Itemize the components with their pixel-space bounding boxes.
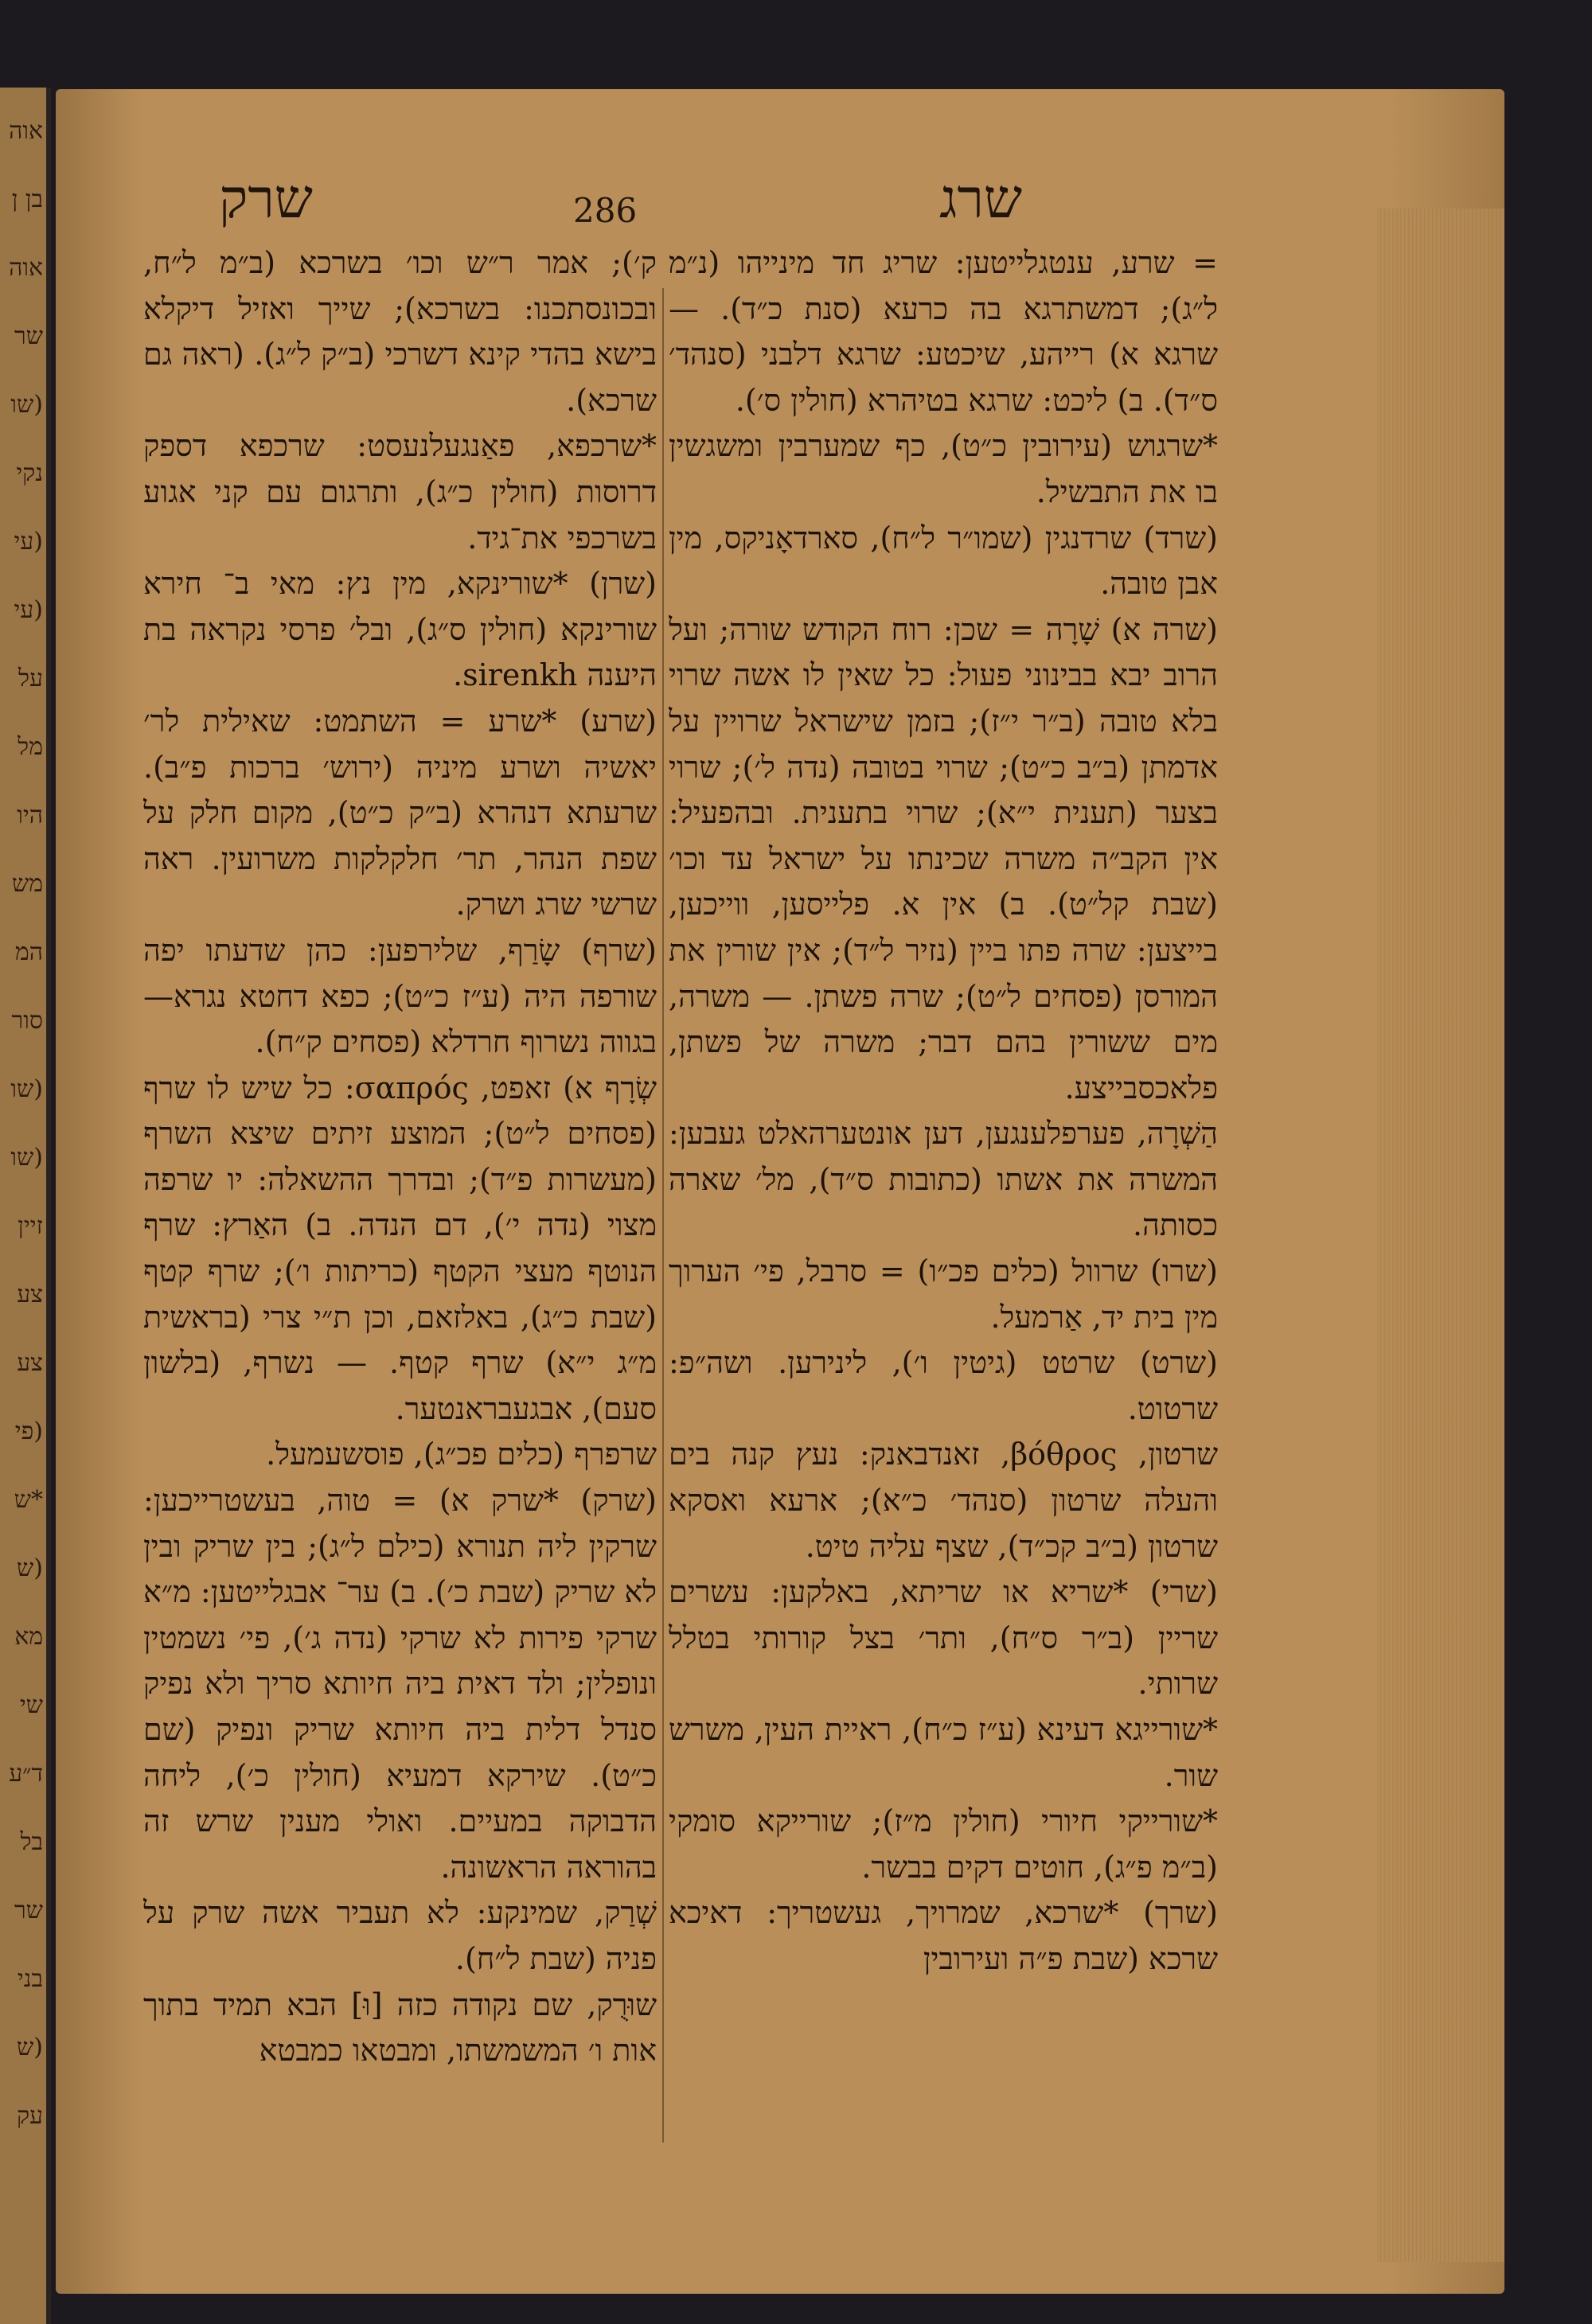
entry-paragraph: הַשְׁרָה, פערפלענגען, דען אונטערהאלט געבען: המשרה את אשתו (כתובות ס״ד), מל׳ שארה כסותה. bbox=[669, 1116, 1218, 1243]
entry-paragraph: (שרי) *שריא או שריתא, באלקען: עשרים שריין (ב״ר ס״ח), ותר׳ בצל קורותי בטלל שרותי. bbox=[669, 1574, 1218, 1702]
entry-paragraph: שְׁרַק, שמינקע: לא תעביר אשה שרק על פניה (שבת ל״ח). bbox=[143, 1895, 657, 1976]
margin-fragment: (שו bbox=[10, 1144, 43, 1172]
entry-paragraph: (שרך) *שרכא, שמרויך, געשטריך: דאיכא שרכא (שבת פ״ה ועירובין bbox=[669, 1895, 1218, 1976]
margin-fragment: צע bbox=[17, 1281, 43, 1308]
margin-fragment: (שו bbox=[10, 1075, 43, 1103]
margin-fragment: (עי bbox=[14, 596, 43, 624]
column-divider bbox=[662, 288, 664, 2143]
page-edges bbox=[1377, 209, 1504, 2262]
entry-paragraph: *שורייגא דעינא (ע״ז כ״ח), ראיית העין, משרש שור. bbox=[669, 1712, 1218, 1793]
entry-paragraph: (שרה א) שָׁרָה = שכן: רוח הקודש שורה; ועל הרוב יבא בבינוני פעול: כל שאין לו אשה שרוי בלא טובה (ב״ר י״ז); בזמן שישראל שרויין על אדמתן (ב״ב כ״ט); שרוי בטובה (נדה ל׳); שרוי בצער (תענית י״א); שרוי בתענית. ובהפעיל: אין הקב״ה משרה שכינתו על ישראל עד וכו׳ (שבת קל״ט). ב) אין א. פלייסען, ווייכען, בייצען: שרה פתו ביין (נזיר ל״ד); אין שורין את המורסן (פסחים ל״ט); שרה פשתן. — משרה, מים ששורין בהם דבר; משרה של פשתן, פלאכסבייצע. bbox=[669, 611, 1218, 1105]
entry-paragraph: ק׳); אמר ר״ש וכו׳ בשרכא (ב״מ ל״ח, ובכונסתכנו: בשרכא); שייך ואזיל דיקלא בישא בהדי קינא דשרכי (ב״ק ל״ג). (ראה גם שרכא). bbox=[143, 245, 657, 418]
entry-paragraph: (שרו) שרוול (כלים פכ״ו) = סרבל, פי׳ הערוך מין בית יד, אַרמעל. bbox=[669, 1254, 1218, 1335]
margin-fragment: על bbox=[18, 665, 43, 692]
margin-fragment: (פי bbox=[14, 1417, 43, 1445]
margin-fragment: (שו bbox=[10, 391, 43, 419]
entry-paragraph: *שורייקי חיורי (חולין מ״ז); שורייקא סומקי (ב״מ פ״ג), חוטים דקים בבשר. bbox=[669, 1803, 1218, 1885]
margin-fragment: זיין bbox=[18, 1212, 43, 1240]
entry-paragraph: (שרד) שרדנגין (שמו״ר ל״ח), סארדאָניקס, מין אבן טובה. bbox=[669, 520, 1218, 602]
right-column bbox=[669, 240, 1218, 2166]
margin-fragment: *ש bbox=[14, 1486, 43, 1514]
entry-paragraph: שרפרף (כלים פכ״ג), פוסשעמעל. bbox=[266, 1437, 657, 1472]
page-number: 286 bbox=[573, 191, 638, 230]
margin-fragment: מל bbox=[18, 733, 43, 761]
margin-fragment: מא bbox=[14, 1623, 43, 1651]
entry-paragraph: *שרגוש (עירובין כ״ט), כף שמערבין ומשגשין בו את התבשיל. bbox=[669, 428, 1218, 509]
entry-paragraph: שרטון, βόθρος, זאנדבאנק: נעץ קנה בים והעלה שרטון (סנהד׳ כ״א); ארעא ואסקא שרטון (ב״ב קכ״ד), שצף עליה טיט. bbox=[669, 1437, 1218, 1564]
entry-paragraph: (שרע) *שרע = השתמט: שאילית לר׳ יאשיה ושרע מיניה (ירוש׳ ברכות פ״ב). שרעתא דנהרא (ב״ק כ״ט), מקום חלק על שפת הנהר, תר׳ חלקלקות משרועין. ראה שרשי שרג ושרק. bbox=[143, 703, 657, 922]
running-head-left: שרק bbox=[219, 168, 313, 231]
entry-paragraph: *שרכפא, פאַנגעלנעסט: שרכפא דספק דרוסות (חולין כ״ג), ותרגום עם קני אגוע בשרכפי את־גיד. bbox=[143, 428, 657, 556]
entry-paragraph: = שרע, ענטגלייטען: שריג חד מינייהו (נ״מ ל״ג); דמשתרגא בה כרעא (סנת כ״ד). — שרגא א) רייהע, שיכטע: שרגא דלבני (סנהד׳ ס״ד). ב) ליכט: שרגא בטיהרא (חולין ס׳). bbox=[669, 245, 1218, 418]
margin-fragment: אוה bbox=[9, 117, 43, 145]
left-column bbox=[143, 240, 657, 2166]
margin-fragment: (עי bbox=[14, 528, 43, 556]
entry-paragraph: (שרט) שרטט (גיטין ו׳), לינירען. ושה״פ: שרטוט. bbox=[669, 1345, 1218, 1426]
margin-fragment: צע bbox=[17, 1349, 43, 1377]
margin-fragment: בן ן bbox=[11, 185, 43, 213]
margin-fragment: בני bbox=[17, 1965, 43, 1993]
entry-paragraph: (שרף) שָׂרַף, שלירפען: כהן שדעתו יפה שורפה היה (ע״ז כ״ט); כפא דחטא נגרא—בגווה נשרוף חרדלא (פסחים ק״ח). bbox=[143, 932, 657, 1060]
margin-fragment: שר bbox=[14, 322, 43, 350]
margin-fragment: אוה bbox=[9, 254, 43, 282]
entry-paragraph: (שרן) *שורינקא, מין נץ: מאי ב־ חירא שורינקא (חולין ס״ג), ובל׳ פרסי נקראה בת היענה sirenkh. bbox=[143, 566, 657, 693]
margin-fragment: שר bbox=[14, 1897, 43, 1924]
margin-fragment: נקי bbox=[16, 459, 43, 487]
dictionary-page bbox=[56, 89, 1504, 2294]
margin-fragment: (ש bbox=[17, 2034, 43, 2061]
margin-fragment: היו bbox=[17, 801, 43, 829]
margin-fragment: מש bbox=[11, 870, 43, 898]
margin-fragment: (ש bbox=[17, 1554, 43, 1582]
margin-fragment: ד״ע bbox=[9, 1760, 43, 1788]
previous-page-edge bbox=[0, 88, 51, 2324]
margin-fragment: בל bbox=[20, 1828, 43, 1856]
margin-fragment: סור bbox=[11, 1007, 43, 1035]
running-head-right: שרג bbox=[939, 168, 1022, 231]
entry-paragraph: שְׂרָף א) זאפט, σαπρός: כל שיש לו שרף (פסחים ל״ט); המוצע זיתים שיצא השרף (מעשרות פ״ד); ובדרך ההשאלה: יו שרפה מצוי (נדה י׳), דם הנדה. ב) האַרץ: שרף הנוטף מעצי הקטף (כריתות ו׳); שרף קטף (שבת כ״ג), באלזאם, וכן ת״י צרי (בראשית מ״ג י״א) שרף קטף. — נשרף, (בלשון סעם), אבגעבראנטער. bbox=[143, 1070, 657, 1426]
entry-paragraph: שוּרֻק, שם נקודה כזה [וּ] הבא תמיד בתוך אות ו׳ המשמשתו, ומבטאו כמבטא bbox=[143, 1987, 657, 2069]
margin-fragment: עק bbox=[16, 2102, 43, 2130]
margin-fragment: המ bbox=[14, 938, 43, 966]
entry-paragraph: (שרק) *שרק א) = טוה, בעשטרייכען: שרקין ליה תנורא (כילם ל״ג); בין שריק ובין לא שריק (שבת כ׳). ב) ער־ אבגלייטען: מ״א שרקי פירות לא שרקי (נדה ג׳), פי׳ נשמטין ונופלין; ולד דאית ביה חיותא סריך ולא נפיק סנדל דלית ביה חיותא שריק ונפיק (שם כ״ט). שירקא דמעיא (חולין כ׳), ליחה הדבוקה במעיים. ואולי מענין שרש זה בהוראה הראשונה. bbox=[143, 1483, 657, 1885]
margin-fragment: שי bbox=[19, 1691, 43, 1719]
